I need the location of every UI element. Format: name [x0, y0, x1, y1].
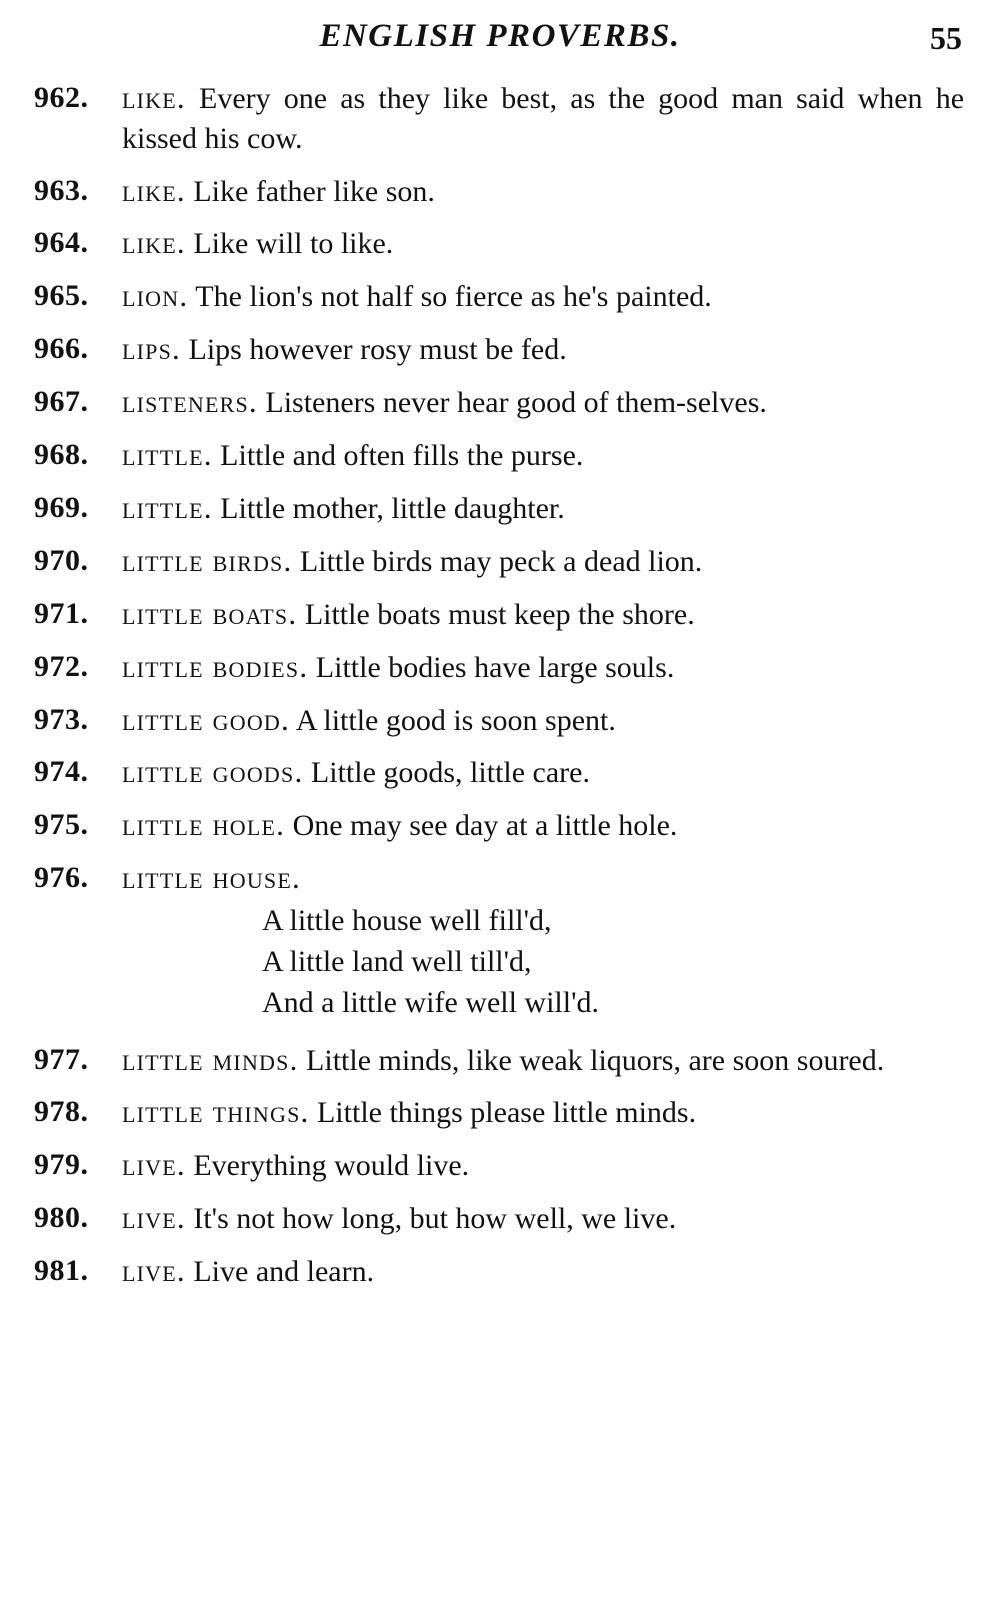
entry-body	[122, 1251, 964, 1292]
list-item	[34, 78, 964, 159]
entry-number: 976.	[34, 861, 89, 895]
list-item	[34, 700, 964, 741]
list-item	[34, 435, 964, 476]
page-title: ENGLISH PROVERBS.	[319, 18, 681, 54]
list-item	[34, 171, 964, 212]
entry-body	[122, 1040, 964, 1081]
entry-body	[122, 382, 964, 423]
entry-text: Little and often fills the purse.	[220, 439, 584, 473]
entry-body	[122, 223, 964, 264]
entry-number: 969.	[34, 490, 89, 524]
list-item	[34, 1040, 964, 1081]
entry-text: Everything would live.	[193, 1149, 470, 1183]
entry-number: 966.	[34, 332, 89, 366]
entry-keyword: little hole.	[122, 807, 286, 843]
entry-text: Like will to like.	[193, 227, 394, 261]
entry-keyword: little.	[122, 437, 213, 473]
verse-line: A little house well fill'd,	[262, 904, 552, 938]
entry-text: Like father like son.	[193, 174, 435, 208]
entry-text: Little things please little minds.	[316, 1096, 697, 1130]
entry-number: 967.	[34, 385, 89, 419]
entry-number: 963.	[34, 173, 89, 207]
entry-keyword: live.	[122, 1253, 186, 1289]
entry-text: A little good is soon spent.	[295, 703, 616, 737]
entry-body	[122, 752, 964, 793]
list-item	[34, 276, 964, 317]
entry-number: 979.	[34, 1148, 89, 1182]
entry-number: 975.	[34, 808, 89, 842]
entry-number: 971.	[34, 596, 89, 630]
entry-keyword: little minds.	[122, 1041, 299, 1077]
entry-text: Little mother, little daughter.	[220, 491, 565, 525]
entry-keyword: like.	[122, 172, 186, 208]
entry-text: Live and learn.	[193, 1255, 375, 1289]
proverb-list	[0, 78, 1000, 1292]
entry-body	[122, 805, 964, 846]
entry-keyword: little boats.	[122, 595, 298, 631]
list-item	[34, 594, 964, 635]
entry-text: Little birds may peck a dead lion.	[299, 544, 703, 578]
entry-text: Little bodies have large souls.	[315, 650, 675, 684]
list-item	[34, 488, 964, 529]
page-header	[0, 18, 1000, 64]
entry-keyword: live.	[122, 1147, 186, 1183]
entry-text: One may see day at a little hole.	[292, 809, 678, 843]
entry-keyword: little birds.	[122, 542, 293, 578]
page	[0, 18, 1000, 1615]
page-number: 55	[930, 20, 962, 56]
list-item	[34, 647, 964, 688]
entry-number: 964.	[34, 226, 89, 260]
entry-text: It's not how long, but how well, we live.	[193, 1202, 677, 1236]
list-item	[34, 382, 964, 423]
entry-keyword: lips.	[122, 331, 181, 367]
entry-keyword: little things.	[122, 1094, 310, 1130]
entry-number: 981.	[34, 1254, 89, 1288]
entry-body	[122, 78, 964, 159]
entry-number: 980.	[34, 1201, 89, 1235]
verse-line: A little land well till'd,	[262, 944, 532, 978]
list-item	[34, 329, 964, 370]
list-item	[34, 752, 964, 793]
entry-text: Listeners never hear good of them-selves.	[265, 386, 767, 420]
entry-keyword: little bodies.	[122, 648, 309, 684]
entry-keyword: like.	[122, 225, 186, 261]
entry-body	[122, 700, 964, 741]
entry-body	[122, 1198, 964, 1239]
entry-text: Little minds, like weak liquors, are soon soured.	[306, 1043, 885, 1077]
entry-body	[122, 1092, 964, 1133]
entry-keyword: little house.	[122, 860, 301, 896]
entry-body	[122, 647, 964, 688]
list-item	[34, 1251, 964, 1292]
entry-keyword: live.	[122, 1200, 186, 1236]
list-item	[34, 541, 964, 582]
entry-keyword: listeners.	[122, 384, 258, 420]
entry-number: 974.	[34, 755, 89, 789]
entry-body	[122, 541, 964, 582]
entry-text: Every one as they like best, as the good man said when he kissed his cow.	[122, 82, 965, 155]
entry-keyword: little.	[122, 489, 213, 525]
list-item	[34, 858, 964, 1023]
entry-number: 977.	[34, 1042, 89, 1076]
entry-number: 973.	[34, 702, 89, 736]
entry-keyword: like.	[122, 80, 186, 115]
entry-verse	[122, 901, 964, 1023]
entry-keyword: lion.	[122, 278, 189, 314]
entry-number: 962.	[34, 81, 89, 114]
entry-keyword: little goods.	[122, 754, 304, 790]
entry-number: 978.	[34, 1095, 89, 1129]
entry-text: Little goods, little care.	[310, 756, 590, 790]
entry-number: 965.	[34, 279, 89, 313]
entry-body	[122, 171, 964, 212]
list-item	[34, 223, 964, 264]
entry-body	[122, 435, 964, 476]
entry-body	[122, 329, 964, 370]
entry-text: Little boats must keep the shore.	[304, 597, 695, 631]
entry-body	[122, 276, 964, 317]
entry-body	[122, 858, 964, 1023]
list-item	[34, 1145, 964, 1186]
list-item	[34, 1092, 964, 1133]
entry-text: Lips however rosy must be fed.	[188, 333, 567, 367]
list-item	[34, 1198, 964, 1239]
entry-body	[122, 488, 964, 529]
entry-number: 970.	[34, 543, 89, 577]
verse-line: And a little wife well will'd.	[262, 985, 600, 1019]
entry-number: 968.	[34, 438, 89, 472]
entry-body	[122, 1145, 964, 1186]
list-item	[34, 805, 964, 846]
entry-text: The lion's not half so fierce as he's painted.	[195, 280, 712, 314]
entry-number: 972.	[34, 649, 89, 683]
entry-body	[122, 594, 964, 635]
entry-keyword: little good.	[122, 701, 290, 737]
